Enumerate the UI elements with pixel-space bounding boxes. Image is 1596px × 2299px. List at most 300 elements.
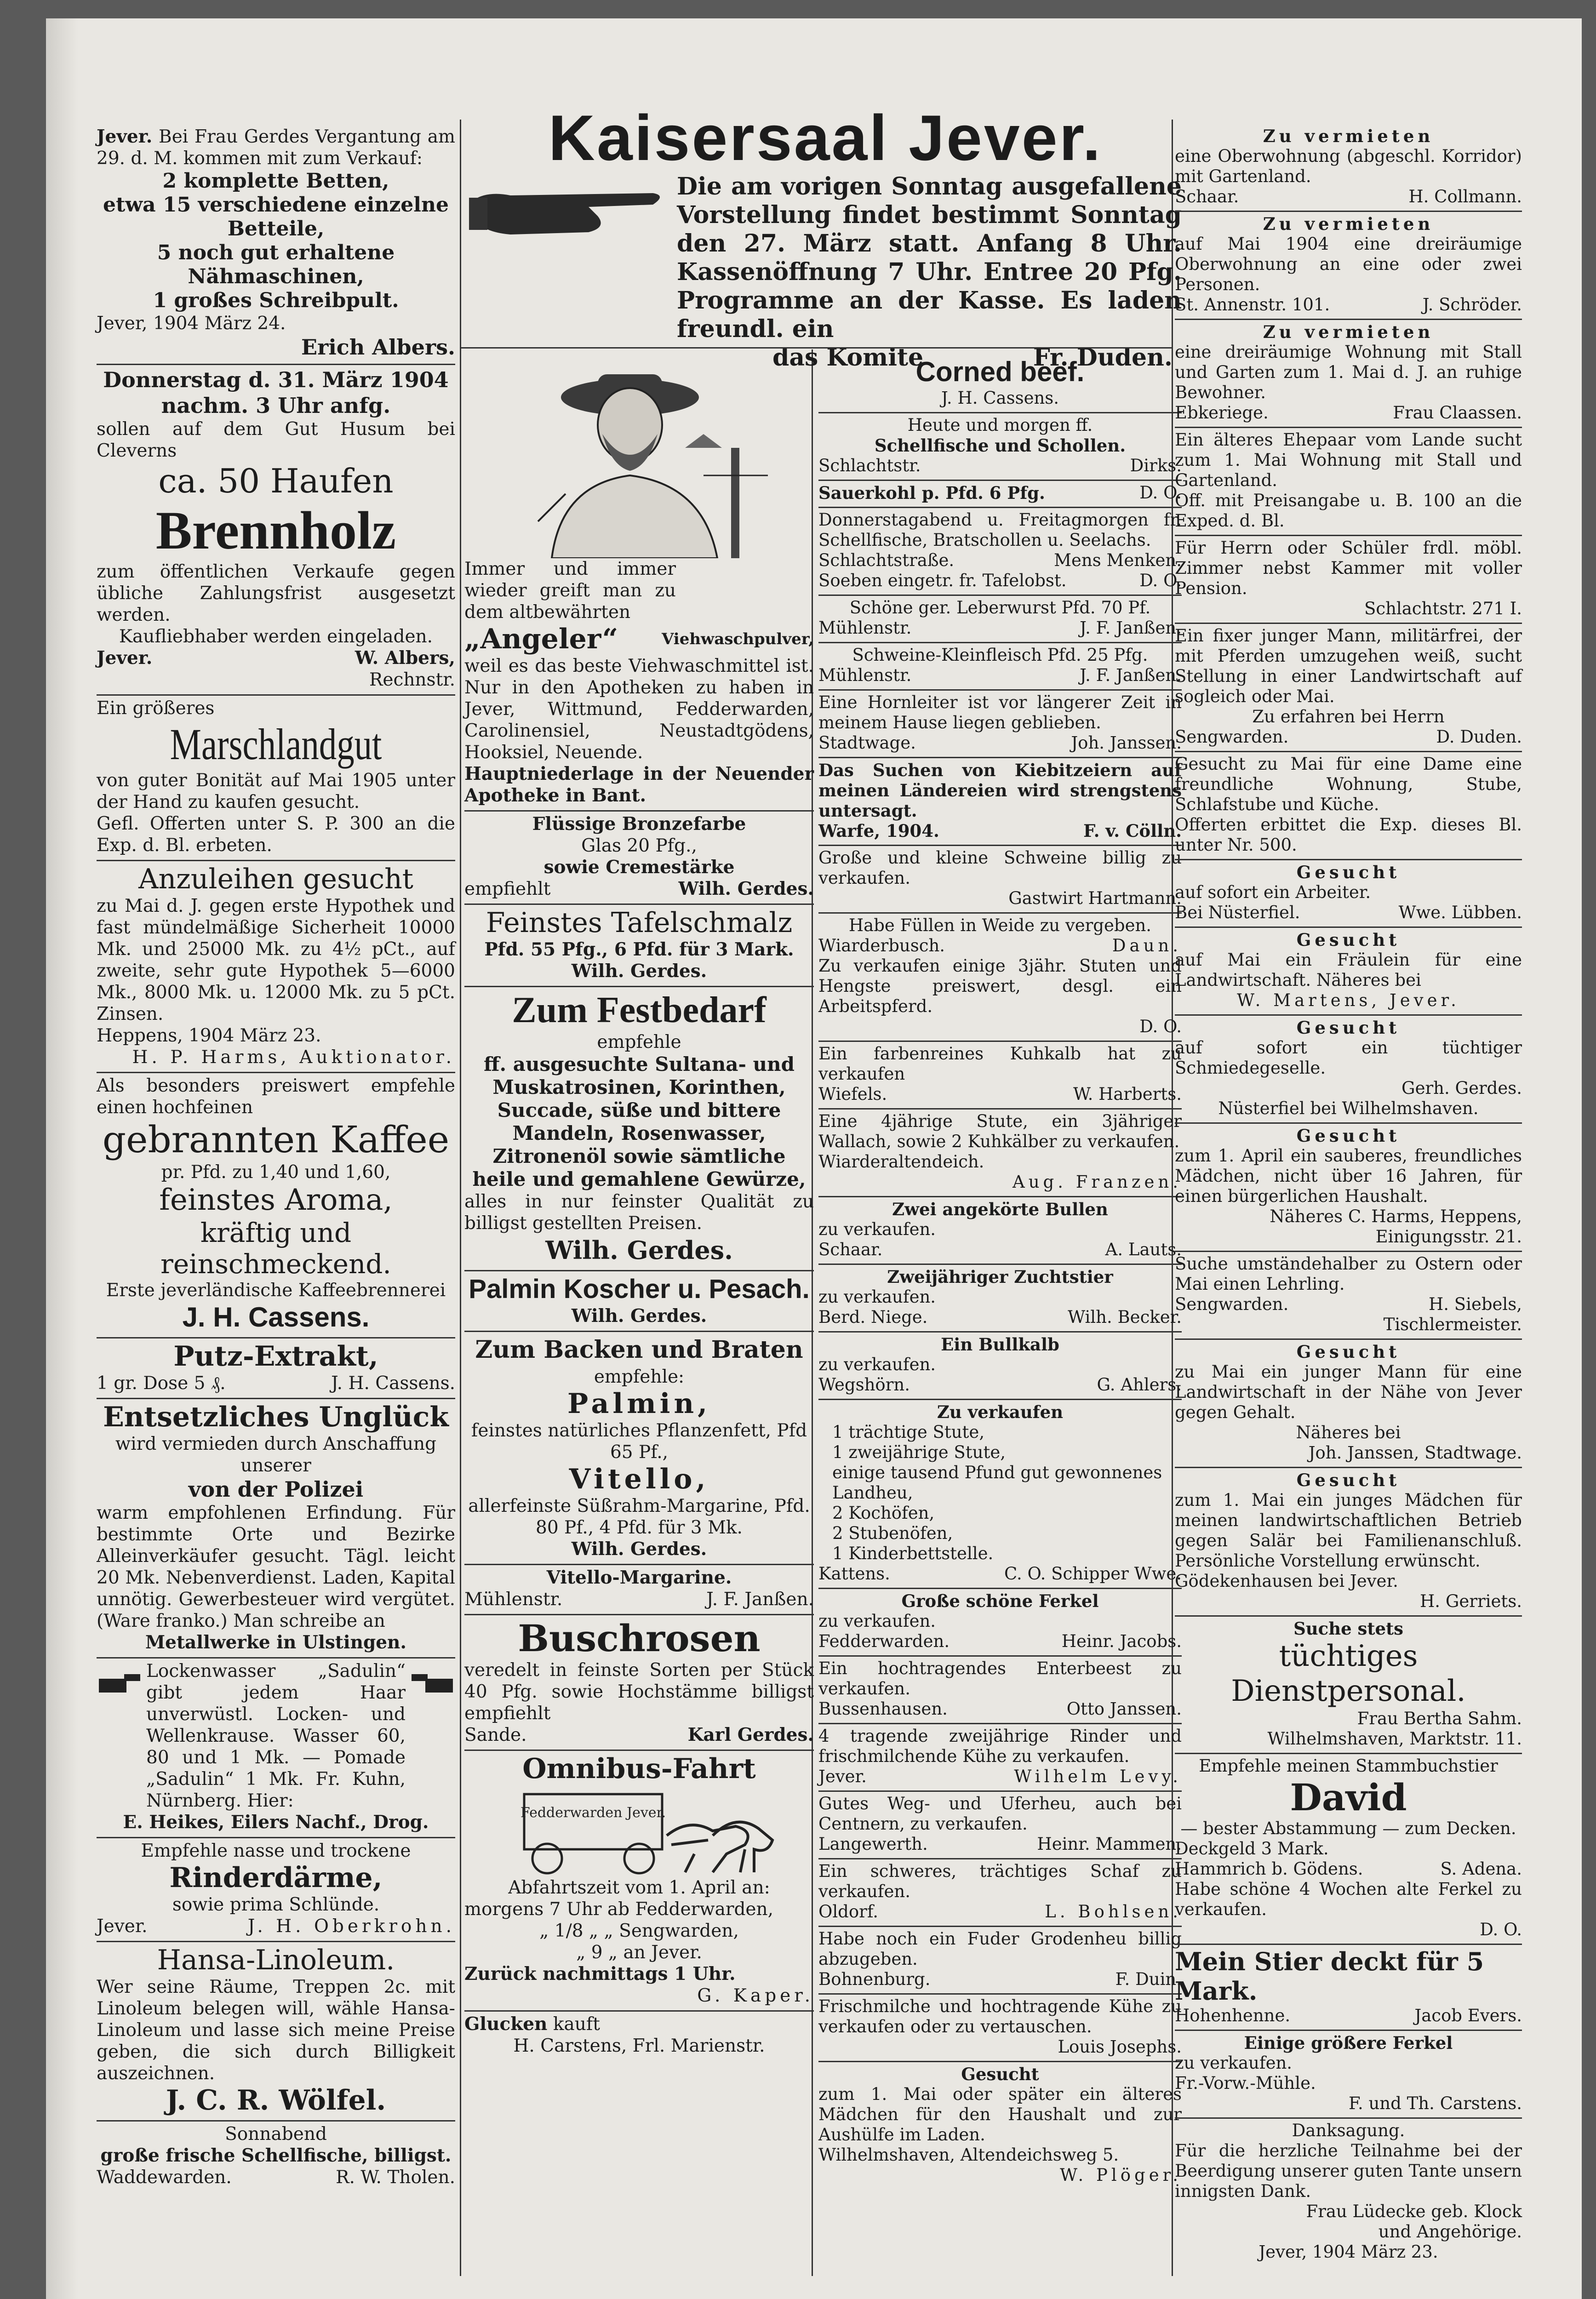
ad-date: Jever, 1904 März 23. <box>1258 2242 1438 2262</box>
ad-text: warm empfohlenen Erfindung. Für bestimmte Orte und Bezirke Alleinverkäufer gesucht. Tägl. leicht 20 Mk. Nebenverdienst. Laden, Kapital unnötig. Gewerbesteuer wird vergütet. (Ware franko.) Man schreibe an <box>97 1503 455 1631</box>
ad-text: weil es das beste Viehwaschmittel ist. Nur in den Apotheken zu haben in Jever, Wittmund, Fedderwarden, Carolinensiel, Neustadtgödens, Hooksiel, Neuende. <box>464 656 814 763</box>
ad-danksagung <box>1175 2119 1522 2266</box>
ad-corned-beef <box>818 354 1182 413</box>
ad-signature: Frau Lüdecke geb. Klock <box>1306 2202 1522 2221</box>
ad-text: empfehle <box>597 1032 681 1052</box>
pointing-hand-icon <box>469 172 671 255</box>
ad-heading: Anzuleihen gesucht <box>138 863 413 895</box>
ad-text: zum öffentlichen Verkaufe gegen übliche Zahlungsfrist ausgesetzt werden. <box>97 561 455 625</box>
ad-text: Für die herzliche Teilnahme bei der Beerdigung unserer guten Tante unsern innigsten Dank. <box>1175 2141 1522 2201</box>
ad-text: eine Oberwohnung (abgeschl. Korridor) mit Gartenland. <box>1175 146 1522 186</box>
ad-headline: Brennholz <box>155 500 396 560</box>
ad-text: Für Herrn oder Schüler frdl. möbl. Zimmer nebst Kammer mit voller Pension. <box>1175 538 1522 598</box>
ad-sadulin <box>97 1658 455 1838</box>
ad-location: Schaar. <box>818 1240 883 1259</box>
ad-fraeulein <box>1175 928 1522 1016</box>
ad-headline: Omnibus-Fahrt <box>522 1753 756 1785</box>
ad-signature: und Angehörige. <box>1378 2222 1522 2242</box>
ad-signature: Wilh. Gerdes. <box>571 961 707 982</box>
ad-heading: Gesucht <box>1296 1470 1401 1490</box>
ad-headline: Buschrosen <box>518 1617 761 1660</box>
ad-rinder <box>818 1724 1182 1792</box>
ad-location: Nüsterfiel bei Wilhelmshaven. <box>1218 1098 1479 1118</box>
ad-heading: Gesucht <box>1296 930 1401 950</box>
ad-location: Wiarderbusch. <box>818 936 945 955</box>
ad-signature: D. O. <box>1139 483 1182 503</box>
ad-unglueck <box>97 1399 455 1658</box>
ad-kleinfleisch <box>818 643 1182 691</box>
ad-signature: Karl Gerdes. <box>687 1724 814 1745</box>
ad-signature: H. Gerriets. <box>1420 1591 1522 1611</box>
ad-signature: Erich Albers. <box>301 335 455 360</box>
ad-heading: Vitello-Margarine. <box>546 1567 732 1588</box>
ad-text: feinstes Aroma, <box>159 1183 393 1217</box>
ad-heading: Flüssige Bronzefarbe <box>532 813 746 835</box>
ad-lehrling <box>1175 1252 1522 1340</box>
ad-heading: Zum Backen und Braten <box>475 1336 803 1364</box>
ad-signature: Mens Menken. <box>1054 550 1182 570</box>
ad-text: eine dreiräumige Wohnung mit Stall und Garten zum 1. Mai d. J. an ruhige Bewohner. <box>1175 342 1522 402</box>
ad-dienstpersonal <box>1175 1617 1522 1754</box>
ad-schollen <box>818 413 1182 481</box>
ad-text: zum 1. Mai ein junges Mädchen für meinen landwirtschaftlichen Betrieb gegen Salär bei Familienanschluß. Persönliche Vorstellung erwünscht. <box>1175 1490 1522 1571</box>
ad-heading: Ein Bullkalb <box>941 1334 1059 1355</box>
ad-enterbeest <box>818 1657 1182 1724</box>
ad-text: Viehwaschpulver, <box>662 629 814 648</box>
ad-signature: Fr. Duden. <box>1033 343 1173 372</box>
divider <box>460 347 1172 349</box>
ad-kiebitzeier <box>818 758 1182 846</box>
ad-text: Ein schweres, trächtiges Schaf zu verkaufen. <box>818 1861 1182 1901</box>
ad-headline: Kaisersaal Jever. <box>548 102 1103 174</box>
ad-headline: Palmin Koscher u. Pesach. <box>469 1274 810 1304</box>
ad-text: Als besonders preiswert empfehle einen hochfeinen <box>97 1075 455 1118</box>
ad-schellfische <box>97 2122 455 2192</box>
ad-signature: Metallwerke in Ulstingen. <box>145 1632 406 1653</box>
ad-hornleiter <box>818 691 1182 758</box>
ad-heading: Zu verkaufen <box>937 1402 1064 1422</box>
ad-text: Ein älteres Ehepaar vom Lande sucht zum 1. Mai Wohnung mit Stall und Gartenland. <box>1175 430 1522 490</box>
ad-signature-title: Tischlermeister. <box>1383 1315 1522 1334</box>
ad-location: St. Annenstr. 101. <box>1175 295 1330 315</box>
ad-text: auf sofort ein tüchtiger Schmiedegeselle. <box>1175 1038 1522 1078</box>
ad-text: Abfahrtszeit vom 1. April an: <box>508 1877 770 1898</box>
ad-text: sowie prima Schlünde. <box>172 1894 380 1915</box>
ad-heading: Zwei angekörte Bullen <box>892 1199 1108 1219</box>
ad-signature: A. Lauts. <box>1105 1240 1182 1259</box>
ad-text: Off. mit Preisangabe u. B. 100 an die Exped. d. Bl. <box>1175 491 1522 531</box>
ad-location: Sengwarden. <box>1175 1294 1289 1314</box>
ad-location: Langewerth. <box>818 1834 928 1854</box>
ad-stute <box>818 1109 1182 1197</box>
ad-signature: Schlachtstr. 271 I. <box>1364 599 1522 618</box>
ad-ehepaar <box>1175 428 1522 536</box>
ad-heading: Einige größere Ferkel <box>1244 2033 1453 2053</box>
ad-arbeiter <box>1175 860 1522 928</box>
ad-signature-title: Rechnstr. <box>369 669 455 690</box>
ad-heading: Gesucht <box>1296 1018 1401 1038</box>
ad-ferkel <box>818 1589 1182 1657</box>
ad-location: Wiarderaltendeich. <box>818 1152 984 1172</box>
ad-item: 1 trächtige Stute, <box>832 1422 985 1442</box>
ad-text: zu verkaufen. <box>818 1219 936 1239</box>
ad-heading: Suche stets <box>1293 1618 1403 1639</box>
ad-text: zu verkaufen. <box>1175 2053 1293 2073</box>
ad-headline: Palmin, <box>567 1388 711 1420</box>
ad-text: Näheres bei <box>1296 1423 1401 1442</box>
ad-bullkalb <box>818 1333 1182 1400</box>
omnibus-illustration <box>497 1785 782 1877</box>
ad-text: Sonnabend <box>225 2124 327 2145</box>
ad-signature: F. und Th. Carstens. <box>1349 2093 1522 2113</box>
ad-kaffee <box>97 1073 455 1338</box>
ad-signature: J. H. Oberkrohn. <box>247 1916 455 1937</box>
ad-text: große frische Schellfische, billigst. <box>100 2145 452 2166</box>
ad-signature: D. O. <box>1139 571 1182 590</box>
ad-location: Wiefels. <box>818 1084 887 1104</box>
ad-signature: J. F. Janßen. <box>706 1589 814 1610</box>
ad-menken <box>818 508 1182 596</box>
ad-vermieten-1 <box>1175 124 1522 212</box>
ad-signature: W. Plöger. <box>1059 2165 1182 2185</box>
ad-signature: Joh. Janssen. <box>1071 733 1182 753</box>
ad-heading: nachm. 3 Uhr anfg. <box>161 393 391 418</box>
ad-location: Waddewarden. <box>97 2167 232 2188</box>
ad-text: Große und kleine Schweine billig zu verkaufen. <box>818 848 1182 888</box>
ad-item: 2 Stubenöfen, <box>832 1523 953 1543</box>
ad-location: Oldorf. <box>818 1902 878 1922</box>
ad-signature: Frau Claassen. <box>1393 403 1522 423</box>
ad-item: 2 Kochöfen, <box>832 1503 935 1523</box>
ad-text: zu Mai ein junger Mann für eine Landwirtschaft in der Nähe von Jever gegen Gehalt. <box>1175 1362 1522 1422</box>
ad-heading: Rinderdärme, <box>169 1862 383 1894</box>
ad-stier-deckt <box>1175 1945 1522 2031</box>
ad-text: Hauptniederlage in der Neuender Apotheke in Bant. <box>464 763 814 806</box>
ad-text: sollen auf dem Gut Husum bei Cleverns <box>97 419 455 461</box>
ad-text: zum 1. April ein sauberes, freundliches Mädchen, nicht über 16 Jahren, für einen bürgerlichen Haushalt. <box>1175 1146 1522 1206</box>
ad-junges-maedchen <box>1175 1468 1522 1617</box>
ad-signature: S. Adena. <box>1440 1859 1522 1879</box>
ad-text: Ein hochtragendes Enterbeest zu verkaufen. <box>818 1658 1182 1699</box>
ad-text: Erste jeverländische Kaffeebrennerei <box>106 1280 446 1301</box>
ad-signature: Frau Bertha Sahm. <box>1357 1709 1522 1728</box>
wagon-label: Fedderwarden Jever. <box>520 1805 666 1821</box>
ad-text: ff. ausgesuchte Sultana- und Muskatrosinen, Korinthen, Succade, süße und bittere Mandeln, Rosenwasser, Zitronenöl sowie sämtliche heile und gemahlene Gewürze, <box>472 1053 806 1190</box>
ad-location: Mühlenstr. <box>818 665 912 685</box>
ad-text: Schöne ger. Leberwurst Pfd. 70 Pf. <box>849 598 1151 618</box>
ad-location: Wilhelmshaven, Marktstr. 11. <box>1267 1729 1522 1749</box>
ad-tafelschmalz <box>464 905 814 987</box>
pointing-hand-icon <box>409 1660 455 1711</box>
ad-text: Habe Füllen in Weide zu vergeben. <box>848 915 1152 935</box>
column-rule <box>460 120 461 2276</box>
ad-heading: Glucken <box>464 2013 548 2035</box>
ad-signature: G. Kaper. <box>697 1985 814 2006</box>
ad-signature: R. W. Tholen. <box>336 2167 455 2188</box>
ad-vergantung <box>97 124 455 365</box>
ad-location: Fr.-Vorw.-Mühle. <box>1175 2073 1316 2093</box>
ad-grodenheu <box>818 1927 1182 1995</box>
column-1 <box>97 124 455 2192</box>
ad-date: Jever, 1904 März 24. <box>97 313 286 334</box>
ad-location: Sengwarden. <box>1175 727 1289 747</box>
ad-text: 4 tragende zweijährige Rinder und frischmilchende Kühe zu verkaufen. <box>818 1726 1182 1766</box>
ad-signature: Aug. Franzen. <box>1013 1172 1182 1192</box>
ad-rinderdaerme <box>97 1838 455 1942</box>
farmer-illustration <box>510 356 768 558</box>
ad-text: Bei Frau Gerdes Vergantung am 29. d. M. kommen mit zum Verkauf: <box>97 126 455 169</box>
ad-text: sowie Cremestärke <box>543 857 735 878</box>
ad-text: Ein größeres <box>97 698 215 719</box>
ad-signature: Joh. Janssen, Stadtwage. <box>1308 1443 1522 1463</box>
ad-maedchen-gesucht <box>818 2062 1182 2189</box>
ad-text: alles in nur feinster Qualität zu billigst gestellten Preisen. <box>464 1191 814 1234</box>
ad-signature: J. F. Janßen. <box>1080 618 1182 638</box>
ad-kuehe <box>818 1995 1182 2062</box>
ad-location: Wegshörn. <box>818 1375 910 1395</box>
column-2 <box>464 354 814 2060</box>
ad-text: Soeben eingetr. fr. Tafelobst. <box>818 571 1067 590</box>
ad-signature: Gastwirt Hartmann. <box>1008 888 1182 908</box>
ad-location: das Komite <box>772 343 924 372</box>
ad-text: Donnerstagabend u. Freitagmorgen fr. Schellfische, Bratschollen u. Seelachs. <box>818 510 1182 550</box>
ad-location: Hammrich b. Gödens. <box>1175 1859 1363 1879</box>
ad-location: Stadtwage. <box>818 733 916 753</box>
ad-text: zu verkaufen. <box>818 1287 936 1307</box>
ad-signature: Gerh. Gerdes. <box>1402 1078 1522 1098</box>
ad-palmin-koscher <box>464 1271 814 1332</box>
ad-signature: Dirks. <box>1130 456 1182 475</box>
ad-signature: J. F. Janßen. <box>1080 665 1182 685</box>
ad-headline: gebrannten Kaffee <box>102 1118 450 1161</box>
ad-signature: Wilh. Gerdes. <box>678 878 814 899</box>
ad-signature: Wilh. Becker. <box>1068 1307 1182 1327</box>
ad-heading: Gesucht <box>1296 1126 1401 1146</box>
ad-signature: H. P. Harms, Auktionator. <box>132 1047 455 1068</box>
ad-text: Habe noch ein Fuder Grodenheu billig abzugeben. <box>818 1929 1182 1969</box>
ad-zuchtstier <box>818 1265 1182 1333</box>
ad-signature: J. H. Cassens. <box>331 1373 455 1394</box>
ad-text: Zu erfahren bei Herrn <box>1252 707 1445 726</box>
ad-text: veredelt in feinste Sorten per Stück 40 Pfg. sowie Hochstämme billigst empfiehlt <box>464 1660 814 1724</box>
ad-item: 1 Kinderbettstelle. <box>832 1544 994 1563</box>
ad-location: Sande. <box>464 1725 527 1745</box>
ad-text: Näheres C. Harms, Heppens, <box>1270 1207 1522 1226</box>
ad-signature: C. O. Schipper Wwe. <box>1004 1564 1182 1584</box>
ad-text: kauft <box>553 2014 600 2035</box>
ad-signature: Heinr. Jacobs. <box>1061 1631 1182 1651</box>
ad-headline: Vitello, <box>569 1463 709 1495</box>
ad-vermieten-3 <box>1175 320 1522 428</box>
ad-text: feinstes natürliches Pflanzenfett, Pfd 65 Pf., <box>471 1420 807 1463</box>
ad-fuellen <box>818 914 1182 1042</box>
ad-text: Einigungsstr. 21. <box>1375 1227 1522 1247</box>
ad-location: Jever. <box>97 126 153 147</box>
ad-location: Hohenhenne. <box>1175 2006 1291 2025</box>
ad-location: Berd. Niege. <box>818 1307 928 1327</box>
ad-location: Schlachtstr. <box>818 456 921 475</box>
ad-signature: G. Ahlers. <box>1097 1375 1182 1395</box>
ad-heading: Gesucht <box>1296 1342 1401 1362</box>
ad-heading: Schellfische und Schollen. <box>874 435 1126 456</box>
ad-item: einige tausend Pfund gut gewonnenes Landheu, <box>832 1463 1162 1503</box>
ad-marschlandgut <box>97 696 455 861</box>
ad-text: Wer seine Räume, Treppen 2c. mit Linoleum belegen will, wähle Hansa-Linoleum und lasse sich meine Preise geben, die sich durch Billigkeit auszeichnen. <box>97 1977 455 2084</box>
ad-headline: Marschlandgut <box>170 720 382 769</box>
ad-signature: D. O. <box>1480 1920 1522 1939</box>
ad-signature: W. Harberts. <box>1073 1084 1182 1104</box>
ad-signature: Louis Josephs. <box>1058 2037 1182 2057</box>
ad-text: „ 1/8 „ „ Sengwarden, <box>539 1921 739 1941</box>
ad-schmiedegeselle <box>1175 1016 1522 1124</box>
ad-text: Glas 20 Pfg., <box>581 835 697 856</box>
ad-text: auf Mai 1904 eine dreiräumige Oberwohnung an eine oder zwei Personen. <box>1175 234 1522 294</box>
ad-headline: „Angeler“ <box>464 623 618 655</box>
ad-junger-mann <box>1175 624 1522 752</box>
ad-item: 1 großes Schreibpult. <box>153 289 399 312</box>
ad-date: Heppens, 1904 März 23. <box>97 1025 321 1046</box>
ad-location: Jever. <box>97 1916 148 1937</box>
ad-location: Bohnenburg. <box>818 1969 931 1989</box>
ad-signature: Daun. <box>1112 936 1182 955</box>
ad-location: Ebkeriege. <box>1175 403 1269 423</box>
ad-signature: Otto Janssen. <box>1066 1699 1182 1719</box>
ad-text: 1 gr. Dose 5 ₰. <box>97 1373 226 1394</box>
ad-signature: Wilh. Gerdes. <box>571 1305 707 1327</box>
kaisersaal-ad <box>469 103 1182 372</box>
ad-backen-braten <box>464 1332 814 1565</box>
ad-heading: Zweijähriger Zuchtstier <box>887 1267 1113 1287</box>
ad-vermieten-2 <box>1175 212 1522 320</box>
ad-text: Suche umständehalber zu Ostern oder Mai einen Lehrling. <box>1175 1254 1522 1294</box>
ad-signature: L. Bohlsen. <box>1045 1902 1182 1922</box>
ad-signature: J. Schröder. <box>1422 295 1522 315</box>
ad-heading: Entsetzliches Unglück <box>103 1401 449 1433</box>
ad-signature: F. Duin. <box>1115 1969 1182 1989</box>
ad-text: Gesucht zu Mai für eine Dame eine freundliche Wohnung, Stube, Schlafstube und Küche. <box>1175 754 1522 814</box>
ad-sauerkohl <box>818 481 1182 508</box>
pointing-hand-icon <box>97 1660 143 1711</box>
ad-text: ca. 50 Haufen <box>158 462 394 500</box>
ad-headline: tüchtiges Dienstpersonal. <box>1231 1639 1466 1708</box>
ad-text: Schweine-Kleinfleisch Pfd. 25 Pfg. <box>852 645 1148 665</box>
ad-item: 2 komplette Betten, <box>162 169 389 193</box>
ad-location: Bussenhausen. <box>818 1699 948 1719</box>
ad-text: Zurück nachmittags 1 Uhr. <box>464 1963 736 1984</box>
ad-text: empfehle: <box>594 1367 685 1387</box>
ad-brennholz <box>97 365 455 696</box>
ad-text: Die am vorigen Sonntag ausgefallene Vorstellung findet bestimmt Sonntag den 27. März statt. Anfang 8 Uhr. Kassenöffnung 7 Uhr. Entree 20 Pfg. Programme an der Kasse. Es laden freundl. ein <box>677 172 1182 343</box>
ad-signature: D. Duden. <box>1436 727 1522 747</box>
ad-heading: Donnerstag d. 31. März 1904 <box>103 367 449 392</box>
ad-signature: E. Heikes, Eilers Nachf., Drog. <box>123 1812 429 1833</box>
ad-text: von guter Bonität auf Mai 1905 unter der Hand zu kaufen gesucht. <box>97 770 455 812</box>
ad-text: pr. Pfd. zu 1,40 und 1,60, <box>161 1162 391 1183</box>
ad-zu-verkaufen-kattens <box>818 1400 1182 1589</box>
ad-zimmer <box>1175 536 1522 624</box>
ad-location: Jever. <box>97 647 153 669</box>
ad-heading: Feinstes Tafelschmalz <box>486 907 793 939</box>
ad-signature: H. Collmann. <box>1408 187 1522 206</box>
page-binding-shadow <box>46 18 78 2299</box>
ad-signature: Wilh. Gerdes. <box>545 1235 733 1265</box>
ad-heading: Putz-Extrakt, <box>173 1340 378 1373</box>
ad-location: Kattens. <box>818 1564 890 1584</box>
ad-signature: Jacob Evers. <box>1414 2006 1522 2025</box>
ad-location: Mühlenstr. <box>818 618 912 638</box>
ad-signature: Heinr. Mammen. <box>1037 1834 1182 1854</box>
ad-text: Lockenwasser „Sadulin“ gibt jedem Haar unverwüstl. Locken- und Wellenkrause. Wasser 60, 80 und 1 Mk. — Pomade „Sadulin“ 1 Mk. Fr. Kuhn, Nürnberg. Hier: <box>146 1661 406 1811</box>
ad-location: Schlachtstraße. <box>818 550 955 570</box>
ad-festbedarf <box>464 987 814 1271</box>
ad-signature: W. Martens, Jever. <box>1237 990 1460 1010</box>
ad-anzuleihen <box>97 861 455 1073</box>
ad-signature: J. C. R. Wölfel. <box>166 2084 386 2116</box>
ad-text: empfiehlt <box>464 879 551 899</box>
ad-text: — bester Abstammung — zum Decken. <box>1180 1819 1516 1838</box>
ad-heading: Zu vermieten <box>1263 214 1434 234</box>
ad-location: Mühlenstr. <box>464 1589 563 1610</box>
ad-omnibus <box>464 1751 814 2012</box>
ad-text: zu Mai d. J. gegen erste Hypothek und fast mündelmäßige Sicherheit 10000 Mk. und 25000 Mk. zu 4½ pCt., auf zweite, sehr gute Hypothek 5—6000 Mk., 8000 Mk. u. 12000 Mk. zu 5 pCt. Zinsen. <box>97 896 455 1024</box>
ad-signature: D. O. <box>1139 1017 1182 1036</box>
ad-text: von der Polizei <box>188 1477 364 1502</box>
ad-text: Habe schöne 4 Wochen alte Ferkel zu verkaufen. <box>1175 1879 1522 1919</box>
ad-uferheu <box>818 1792 1182 1859</box>
ad-location: Schaar. <box>1175 187 1239 206</box>
ad-item: 5 noch gut erhaltene Nähmaschinen, <box>157 241 395 288</box>
ad-signature: Wwe. Lübben. <box>1398 903 1522 922</box>
ad-location: Jever. <box>818 1767 867 1786</box>
ad-text: Heute und morgen ff. <box>907 415 1093 435</box>
ad-text: Empfehle meinen Stammbuchstier <box>1199 1756 1498 1776</box>
ad-headline: Zum Festbedarf <box>512 990 767 1030</box>
ad-location: Bei Nüsterfiel. <box>1175 903 1300 922</box>
ad-leberwurst <box>818 596 1182 643</box>
ad-linoleum <box>97 1942 455 2122</box>
ad-schaf <box>818 1859 1182 1927</box>
ad-glucken <box>464 2012 814 2060</box>
ad-signature: J. H. Cassens. <box>941 388 1059 408</box>
ad-schweine <box>818 846 1182 914</box>
ad-text: Deckgeld 3 Mark. <box>1175 1839 1329 1859</box>
ad-heading: Danksagung. <box>1292 2121 1405 2140</box>
ad-bronzefarbe <box>464 812 814 905</box>
ad-heading: Gesucht <box>961 2064 1039 2084</box>
ad-angeler <box>464 354 814 812</box>
ad-text: zu verkaufen. <box>818 1611 936 1631</box>
ad-headline: David <box>1290 1776 1407 1819</box>
ad-headline: Mein Stier deckt für 5 Mark. <box>1175 1947 1484 2006</box>
ad-kuhkalb <box>818 1042 1182 1109</box>
ad-signature: W. Albers, <box>355 647 455 669</box>
ad-heading: Zu vermieten <box>1263 126 1434 146</box>
ad-text: Gutes Weg- und Uferheu, auch bei Centnern, zu verkaufen. <box>818 1794 1182 1834</box>
ad-text: auf sofort ein Arbeiter. <box>1175 882 1371 902</box>
ad-text: morgens 7 Uhr ab Fedderwarden, <box>464 1899 774 1920</box>
ad-text: kräftig und reinschmeckend. <box>160 1217 391 1280</box>
ad-heading: Zu vermieten <box>1263 322 1434 342</box>
ad-text: Offerten erbittet die Exp. dieses Bl. unter Nr. 500. <box>1175 815 1522 855</box>
ad-text: zum 1. Mai oder später ein älteres Mädchen für den Haushalt und zur Aushülfe im Laden. <box>818 2084 1182 2145</box>
ad-buschrosen <box>464 1615 814 1751</box>
ad-text: Immer und immer wieder greift man zu dem altbewährten <box>464 559 676 623</box>
ad-item: 1 zweijährige Stute, <box>832 1442 1006 1462</box>
ad-text: Empfehle nasse und trockene <box>141 1841 411 1861</box>
ad-text: Das Suchen von Kiebitzeiern auf meinen Ländereien wird strengstens untersagt. <box>818 760 1182 821</box>
ad-ferkel-carstens <box>1175 2031 1522 2119</box>
ad-text: Pfd. 55 Pfg., 6 Pfd. für 3 Mark. <box>484 939 794 960</box>
